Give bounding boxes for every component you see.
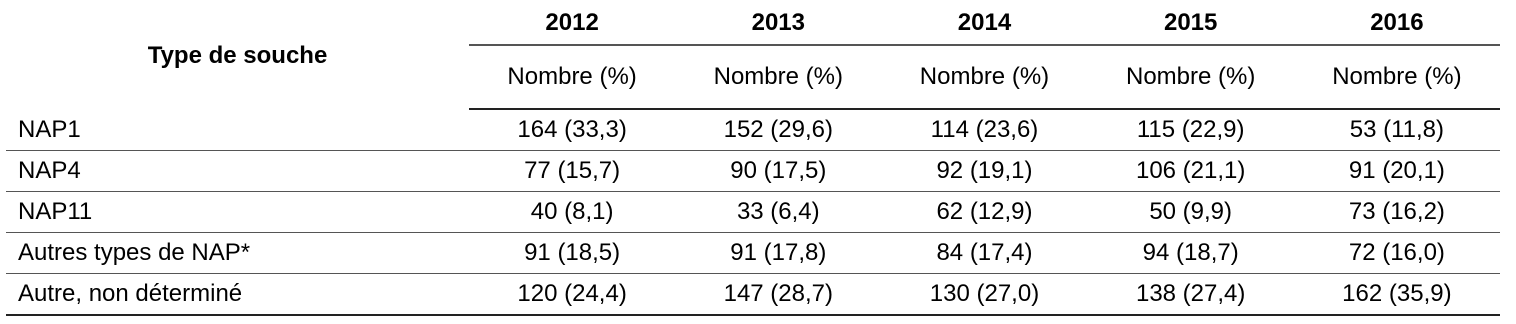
row-label: NAP1 <box>6 109 469 151</box>
table-cell: 130 (27,0) <box>881 274 1087 316</box>
table-cell: 72 (16,0) <box>1294 233 1500 274</box>
table-cell: 40 (8,1) <box>469 192 675 233</box>
table-cell: 84 (17,4) <box>881 233 1087 274</box>
nombre-pct-header: Nombre (%) <box>1088 45 1294 109</box>
year-header-2014: 2014 <box>881 0 1087 45</box>
table-cell: 77 (15,7) <box>469 151 675 192</box>
row-label: Autres types de NAP* <box>6 233 469 274</box>
table-cell: 115 (22,9) <box>1088 109 1294 151</box>
table-cell: 120 (24,4) <box>469 274 675 316</box>
table-cell: 73 (16,2) <box>1294 192 1500 233</box>
strain-type-table <box>6 0 1500 316</box>
table-row <box>6 274 1500 316</box>
row-label: Autre, non déterminé <box>6 274 469 316</box>
table-cell: 33 (6,4) <box>675 192 881 233</box>
table-row <box>6 192 1500 233</box>
nombre-pct-header: Nombre (%) <box>881 45 1087 109</box>
row-label: NAP11 <box>6 192 469 233</box>
table-cell: 62 (12,9) <box>881 192 1087 233</box>
table-cell: 90 (17,5) <box>675 151 881 192</box>
table-cell: 147 (28,7) <box>675 274 881 316</box>
table-cell: 162 (35,9) <box>1294 274 1500 316</box>
table-cell: 94 (18,7) <box>1088 233 1294 274</box>
year-header-2013: 2013 <box>675 0 881 45</box>
table-cell: 91 (20,1) <box>1294 151 1500 192</box>
table-cell: 50 (9,9) <box>1088 192 1294 233</box>
year-header-2012: 2012 <box>469 0 675 45</box>
table-cell: 91 (17,8) <box>675 233 881 274</box>
year-header-2016: 2016 <box>1294 0 1500 45</box>
nombre-pct-header: Nombre (%) <box>469 45 675 109</box>
table-cell: 106 (21,1) <box>1088 151 1294 192</box>
type-de-souche-header: Type de souche <box>147 41 328 69</box>
table-row <box>6 233 1500 274</box>
table-cell: 114 (23,6) <box>881 109 1087 151</box>
table-row <box>6 109 1500 151</box>
row-label: NAP4 <box>6 151 469 192</box>
year-header-2015: 2015 <box>1088 0 1294 45</box>
table-row <box>6 151 1500 192</box>
nombre-pct-header: Nombre (%) <box>675 45 881 109</box>
table-cell: 92 (19,1) <box>881 151 1087 192</box>
table-cell: 53 (11,8) <box>1294 109 1500 151</box>
nombre-pct-header: Nombre (%) <box>1294 45 1500 109</box>
year-header-row <box>6 0 1500 45</box>
table-cell: 164 (33,3) <box>469 109 675 151</box>
table-cell: 91 (18,5) <box>469 233 675 274</box>
table-cell: 138 (27,4) <box>1088 274 1294 316</box>
table-cell: 152 (29,6) <box>675 109 881 151</box>
